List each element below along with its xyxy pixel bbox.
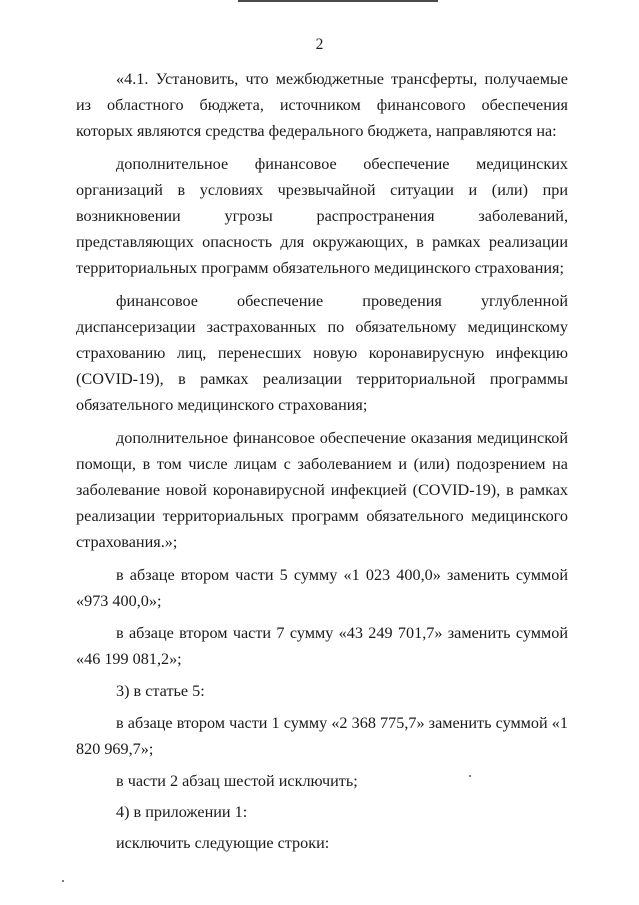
paragraph-part-2-exclude: в части 2 абзац шестой исключить; xyxy=(116,772,358,791)
paragraph-additional-financing-medical-organizations: дополнительное финансовое обеспечение медицинских организаций в условиях чрезвычайной ситуации и (или) при возникновении угрозы распространения заболеваний, представляющих опасность для окружающих, в рамках реализации территориальных программ обязательного медицинского страхования; xyxy=(76,154,568,278)
document-body xyxy=(76,66,568,862)
paragraph-part-7-amount: в абзаце втором части 7 сумму «43 249 701,7» заменить суммой «46 199 081,2»; xyxy=(76,624,568,669)
top-edge-rule xyxy=(238,0,438,2)
scan-speck xyxy=(62,880,64,882)
paragraph-appendix-1: 4) в приложении 1: xyxy=(116,803,248,822)
paragraph-article-5: 3) в статье 5: xyxy=(116,682,205,701)
paragraph-exclude-rows: исключить следующие строки: xyxy=(116,834,330,853)
scan-speck xyxy=(469,775,471,777)
paragraph-part-5-amount: в абзаце втором части 5 сумму «1 023 400,0» заменить суммой «973 400,0»; xyxy=(76,565,568,610)
paragraph-additional-financing-medical-care: дополнительное финансовое обеспечение оказания медицинской помощи, в том числе лицам с заболеванием и (или) подозрением на заболевание новой коронавирусной инфекцией (COVID-19), в рамках реализации территориальных программ обязательного медицинского страхования.»; xyxy=(76,428,568,552)
paragraph-part-1-amount: в абзаце втором части 1 сумму «2 368 775,7» заменить суммой «1 820 969,7»; xyxy=(76,713,568,758)
paragraph-article-4-1: «4.1. Установить, что межбюджетные трансферты, получаемые из областного бюджета, источником финансового обеспечения которых являются средства федерального бюджета, направляются на: xyxy=(76,70,568,141)
page-number: 2 xyxy=(315,36,324,53)
paragraph-in-depth-dispensary: финансовое обеспечение проведения углубленной диспансеризации застрахованных по обязательному медицинскому страхованию лиц, перенесших новую коронавирусную инфекцию (COVID-19), в рамках реализации территориальной программы обязательного медицинского страхования; xyxy=(76,291,568,415)
